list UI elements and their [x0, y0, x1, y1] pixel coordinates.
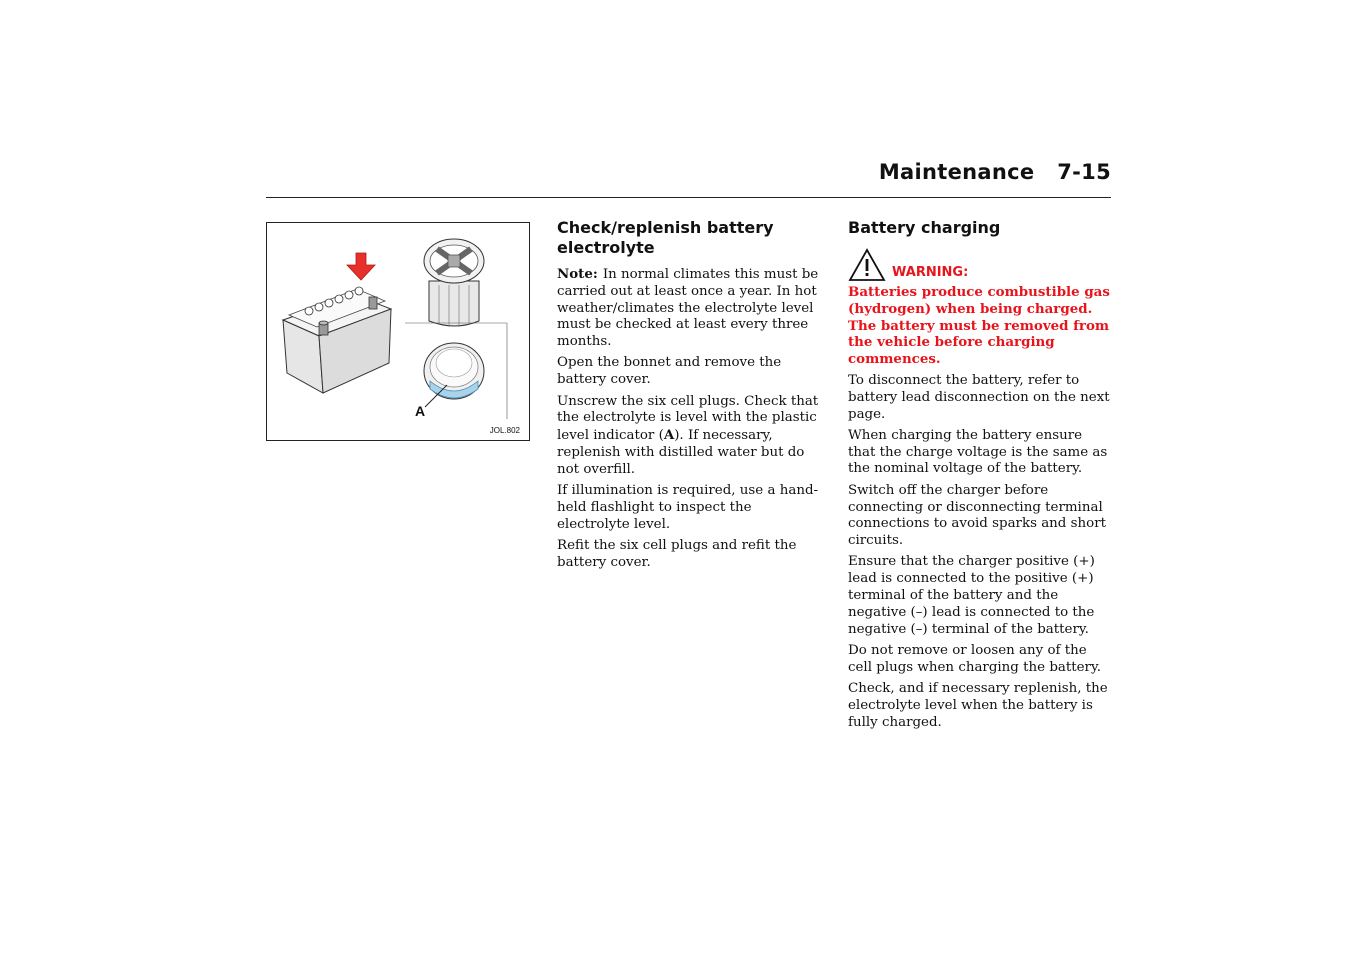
- paragraph: Unscrew the six cell plugs. Check that the electrolyte is level with the plastic level indicator (A). If necessary, replenish with distilled water but do not overfill.: [557, 393, 819, 477]
- note-text: In normal climates this must be carried out at least once a year. In hot weather/climates the electrolyte level must be checked at least every three months.: [557, 267, 819, 350]
- paragraph: To disconnect the battery, refer to battery lead disconnection on the next page.: [848, 372, 1110, 422]
- page-title: Maintenance 7-15: [878, 160, 1111, 184]
- paragraph: Do not remove or loosen any of the cell plugs when charging the battery.: [848, 642, 1102, 675]
- indicator-label-a: A: [415, 403, 426, 419]
- battery-diagram: [267, 223, 529, 440]
- paragraph: When charging the battery ensure that the charge voltage is the same as the nominal voltage of the battery.: [848, 427, 1108, 477]
- paragraph: Ensure that the charger positive (+) lead is connected to the positive (+) terminal of the battery and the negative (–) lead is connected to the negative (–) terminal of the battery.: [848, 554, 1095, 637]
- charging-section: [848, 218, 1112, 736]
- warning-label: WARNING:: [892, 265, 969, 281]
- warning-header: [848, 248, 1112, 282]
- figure-code: JOL.802: [489, 426, 520, 435]
- indicator-ref: A: [663, 427, 675, 444]
- note-label: Note:: [557, 266, 598, 282]
- paragraph: Refit the six cell plugs and refit the battery cover.: [557, 537, 797, 570]
- electrolyte-heading: Check/replenish battery electrolyte: [557, 218, 774, 257]
- battery-illustration: [266, 222, 530, 441]
- warning-triangle-icon: [848, 248, 886, 282]
- page-header: [266, 158, 1111, 198]
- warning-text: Batteries produce combustible gas (hydrogen) when being charged. The battery must be removed from the vehicle before charging commences.: [848, 284, 1110, 368]
- paragraph: Switch off the charger before connecting or disconnecting terminal connections to avoid sparks and short circuits.: [848, 482, 1106, 549]
- electrolyte-section: [557, 218, 821, 576]
- paragraph: Check, and if necessary replenish, the electrolyte level when the battery is fully charged.: [848, 681, 1108, 730]
- paragraph: If illumination is required, use a hand-held flashlight to inspect the electrolyte level.: [557, 483, 819, 532]
- note-paragraph: [557, 266, 821, 351]
- paragraph: Open the bonnet and remove the battery cover.: [557, 355, 782, 388]
- charging-heading: Battery charging: [848, 218, 1001, 237]
